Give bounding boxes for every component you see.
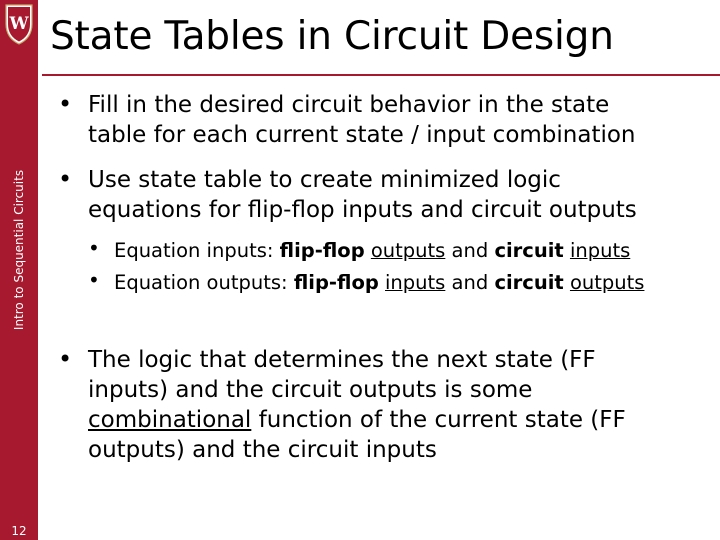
sub-bullet-2 [88, 270, 708, 296]
sub-text-and: and [445, 239, 495, 262]
bullet-text [88, 345, 698, 465]
sub-bullet-1 [88, 238, 708, 264]
course-label: Intro to Sequential Circuits [12, 169, 26, 331]
bullet-text: Fill in the desired circuit behavior in the state table for each current state / input combination [88, 92, 636, 148]
bullet-text-underlined: combinational [88, 407, 252, 433]
sub-text-bold: flip-flop [293, 271, 379, 294]
sub-text-bold: circuit [494, 271, 564, 294]
sub-text-underlined: inputs [569, 239, 631, 262]
sub-text-underlined: outputs [569, 271, 645, 294]
bullet-2 [58, 165, 698, 225]
bullet-dot: • [58, 345, 73, 373]
page-title: State Tables in Circuit Design [50, 14, 614, 59]
bullet-text-rest: function of the current state (FF outputs) and the circuit inputs [88, 407, 626, 463]
title-divider [42, 74, 720, 76]
bullet-1 [58, 90, 698, 150]
crest-letter: W [9, 14, 29, 34]
page-number: 12 [11, 524, 27, 538]
sub-text-underlined: outputs [370, 239, 446, 262]
bullet-dot: • [58, 90, 73, 118]
sub-text-prefix: Equation outputs: [114, 271, 294, 294]
bullet-dot: • [58, 165, 73, 193]
sub-text-prefix: Equation inputs: [114, 239, 280, 262]
sub-bullet-dot: • [88, 236, 100, 260]
uw-crest-icon [2, 2, 36, 46]
sub-bullet-dot: • [88, 268, 100, 292]
sub-bullet-text [114, 238, 708, 264]
bullet-text-lead: The logic that determines the next state (FF inputs) and the circuit outputs is some [88, 347, 596, 403]
sub-text-and: and [445, 271, 495, 294]
sub-bullet-text [114, 270, 708, 296]
bullet-text: Use state table to create minimized logic equations for flip-flop inputs and circuit outputs [88, 167, 637, 223]
sub-text-underlined: inputs [385, 271, 446, 294]
sub-text-bold: circuit [494, 239, 564, 262]
sub-text-bold: flip-flop [279, 239, 365, 262]
bullet-3 [58, 345, 698, 465]
sidebar [0, 0, 38, 540]
